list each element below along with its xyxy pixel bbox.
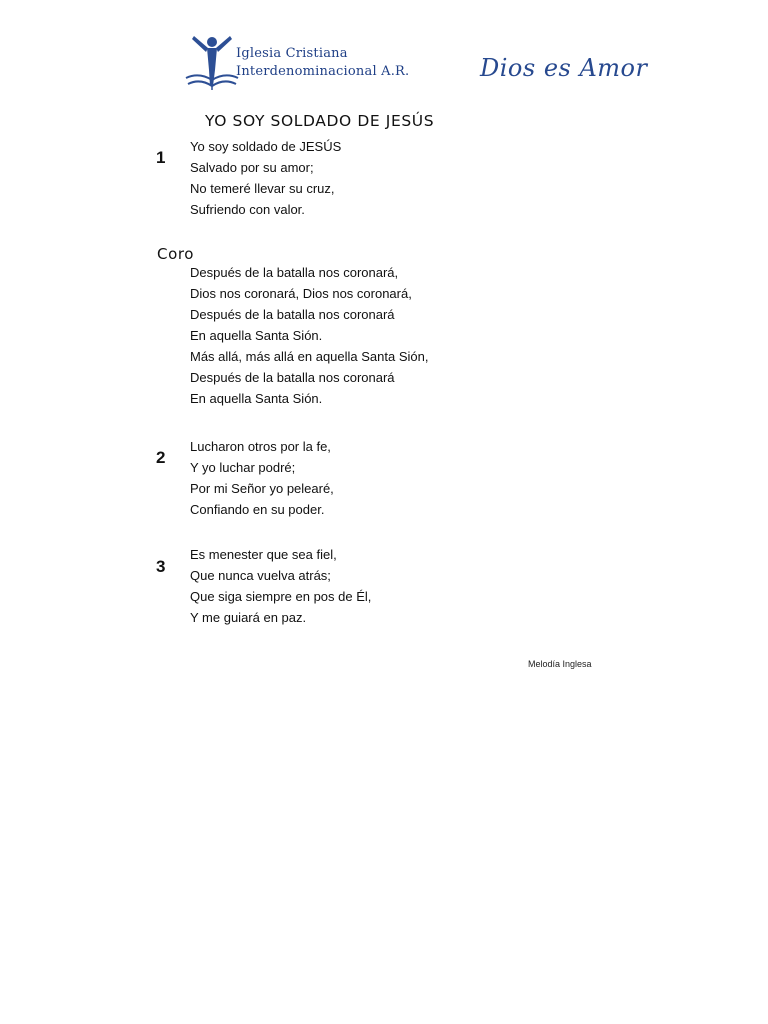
lyric-line: Después de la batalla nos coronará [190,370,395,385]
lyric-line: Y yo luchar podré; [190,460,296,475]
chorus-lines [190,262,428,409]
lyric-line: Confiando en su poder. [190,502,325,517]
verse-1-lines [190,136,341,220]
lyric-line: Sufriendo con valor. [190,202,305,217]
motto: Dios es Amor [480,54,648,82]
lyric-line: Dios nos coronará, Dios nos coronará, [190,286,412,301]
chorus-label: Coro [157,245,195,263]
lyric-line: Por mi Señor yo pelearé, [190,481,334,496]
lyric-line: Que siga siempre en pos de Él, [190,589,372,604]
verse-3-lines [190,544,371,628]
verse-2-lines [190,436,334,520]
lyric-line: Más allá, más allá en aquella Santa Sión, [190,349,429,364]
lyric-line: No temeré llevar su cruz, [190,181,335,196]
lyric-line: Yo soy soldado de JESÚS [190,139,342,154]
verse-number: 2 [156,448,166,467]
lyric-line: En aquella Santa Sión. [190,391,323,406]
person-raised-arms-icon [184,34,240,92]
lyric-line: Que nunca vuelva atrás; [190,568,331,583]
church-name-line1: Iglesia Cristiana [236,46,348,61]
lyric-line: Salvado por su amor; [190,160,314,175]
song-title: YO SOY SOLDADO DE JESÚS [205,112,435,130]
lyric-line: En aquella Santa Sión. [190,328,323,343]
verse-number: 3 [156,557,166,576]
lyric-line: Y me guiará en paz. [190,610,307,625]
lyric-line: Después de la batalla nos coronará, [190,265,399,280]
lyric-line: Es menester que sea fiel, [190,547,337,562]
melody-credit: Melodía Inglesa [528,659,592,669]
verse-number: 1 [156,148,166,167]
lyric-line: Después de la batalla nos coronará [190,307,395,322]
church-name-line2: Interdenominacional A.R. [236,64,410,79]
lyric-line: Lucharon otros por la fe, [190,439,331,454]
